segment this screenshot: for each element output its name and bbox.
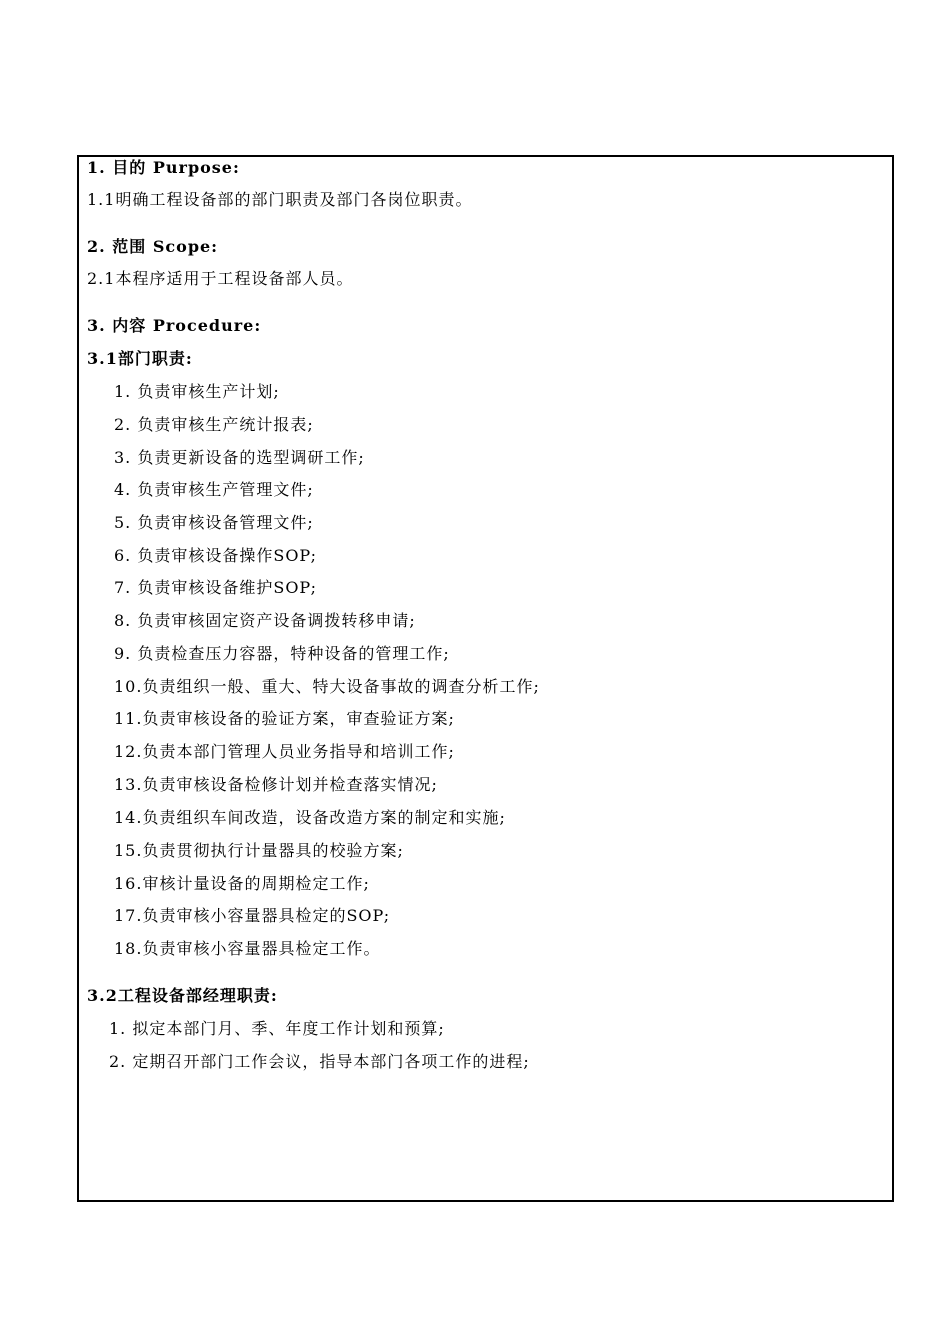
dept-duty-item: 1. 负责审核生产计划; xyxy=(114,382,280,401)
dept-duty-item: 13.负责审核设备检修计划并检查落实情况; xyxy=(114,775,438,794)
dept-duty-item: 12.负责本部门管理人员业务指导和培训工作; xyxy=(114,742,455,761)
dept-duty-item: 8. 负责审核固定资产设备调拨转移申请; xyxy=(114,611,416,630)
dept-duty-item: 14.负责组织车间改造，设备改造方案的制定和实施; xyxy=(114,808,506,827)
dept-duty-item: 10.负责组织一般、重大、特大设备事故的调查分析工作; xyxy=(114,677,540,696)
dept-duties-heading: 3.1部门职责: xyxy=(87,349,193,368)
manager-duty-item: 2. 定期召开部门工作会议，指导本部门各项工作的进程; xyxy=(109,1052,530,1071)
dept-duty-item: 11.负责审核设备的验证方案，审查验证方案; xyxy=(114,709,455,728)
procedure-heading: 3. 内容 Procedure: xyxy=(87,316,262,335)
dept-duty-item: 5. 负责审核设备管理文件; xyxy=(114,513,314,532)
dept-duty-item: 9. 负责检查压力容器，特种设备的管理工作; xyxy=(114,644,450,663)
dept-duty-item: 6. 负责审核设备操作SOP; xyxy=(114,546,318,565)
manager-duties-heading: 3.2工程设备部经理职责: xyxy=(87,986,278,1005)
scope-body: 2.1本程序适用于工程设备部人员。 xyxy=(87,269,354,288)
dept-duty-item: 18.负责审核小容量器具检定工作。 xyxy=(114,939,381,958)
dept-duty-item: 4. 负责审核生产管理文件; xyxy=(114,480,314,499)
dept-duty-item: 16.审核计量设备的周期检定工作; xyxy=(114,874,370,893)
manager-duty-item: 1. 拟定本部门月、季、年度工作计划和预算; xyxy=(109,1019,445,1038)
scope-heading: 2. 范围 Scope: xyxy=(87,237,219,256)
dept-duty-item: 3. 负责更新设备的选型调研工作; xyxy=(114,448,365,467)
purpose-heading: 1. 目的 Purpose: xyxy=(87,158,240,177)
purpose-body: 1.1明确工程设备部的部门职责及部门各岗位职责。 xyxy=(87,190,473,209)
dept-duty-item: 15.负责贯彻执行计量器具的校验方案; xyxy=(114,841,404,860)
dept-duty-item: 2. 负责审核生产统计报表; xyxy=(114,415,314,434)
dept-duty-item: 7. 负责审核设备维护SOP; xyxy=(114,578,318,597)
dept-duty-item: 17.负责审核小容量器具检定的SOP; xyxy=(114,906,391,925)
